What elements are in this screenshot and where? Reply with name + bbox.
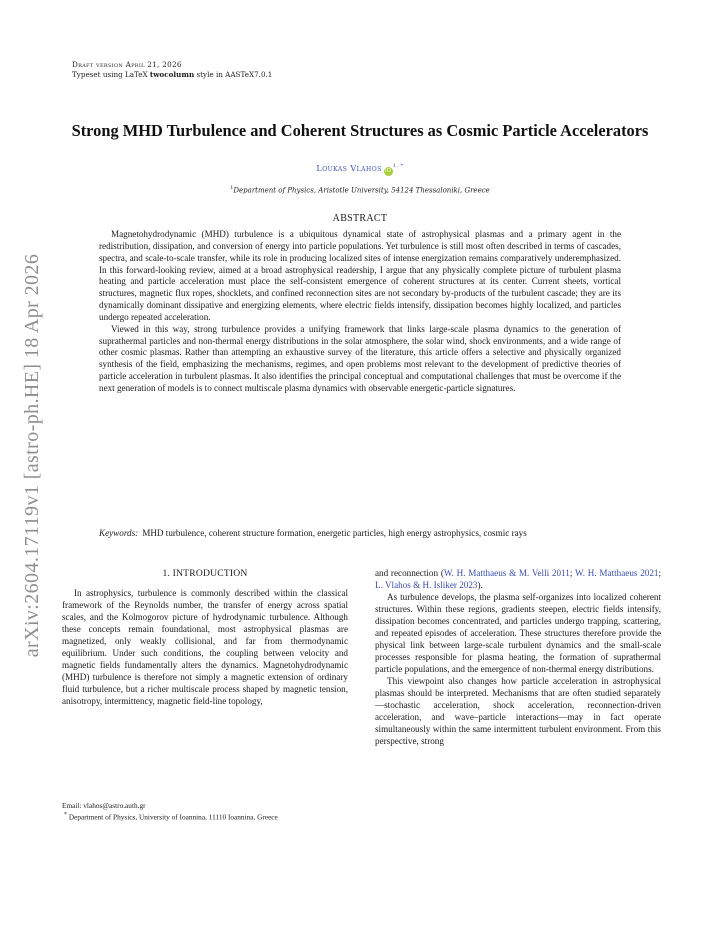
continuation-prefix: and reconnection ( (375, 568, 444, 578)
intro-paragraph-1-continued (375, 567, 661, 591)
keywords-label: Keywords: (99, 528, 139, 538)
intro-paragraph-3: This viewpoint also changes how particle acceleration in astrophysical plasmas should be interpreted. Mechanisms that are often studied separately—stochastic acceleration, shock acceleration, reconnection-driven acceleration, and wave–particle interactions—may in fact operate simultaneously within the same intermittent turbulent environment. From this perspective, strong (375, 676, 661, 746)
affiliation-mark: 1 (230, 185, 234, 191)
abstract-heading: ABSTRACT (332, 213, 388, 224)
affiliation (0, 185, 720, 194)
citation-matthaeus-velli-2011[interactable]: W. H. Matthaeus & M. Velli 2011 (443, 568, 570, 578)
footnote-star-text: Department of Physics, University of Ioannina, 11110 Ioannina, Greece (68, 812, 278, 822)
intro-paragraph-1: In astrophysics, turbulence is commonly described within the classical framework of the Reynolds number, the transfer of energy across spatial scales, and the Kolmogorov picture of hydrodynamic turbulence. Although these concepts remain foundational, most astrophysical plasmas are magnetized, only weakly collisional, and far from thermodynamic equilibrium. Under such conditions, the coupling between velocity and magnetic fields fundamentally alters the dynamics. Magnetohydrodynamic (MHD) turbulence is therefore not simply a magnetic extension of ordinary fluid turbulence, but a richer multiscale process shaped by magnetic tension, anisotropy, intermittency, magnetic field-line topology, (62, 588, 348, 706)
intro-paragraph-2: As turbulence develops, the plasma self-organizes into localized coherent structures. Within these regions, gradients steepen, electric fields intensify, dissipation becomes concentrated, and particles undergo trapping, scattering, and repeated episodes of acceleration. These structures therefore provide the physical link between large-scale turbulent dynamics and the small-scale processes responsible for plasma heating, the formation of suprathermal particle populations, and the emergence of non-thermal energy distributions. (375, 592, 661, 674)
citation-vlahos-isliker-2023[interactable]: L. Vlahos & H. Isliker 2023 (375, 580, 478, 590)
footnote-email[interactable]: Email: vlahos@astro.auth.gr (62, 801, 146, 810)
abstract-paragraph-1: Magnetohydrodynamic (MHD) turbulence is a ubiquitous dynamical state of astrophysical plasmas and a primary agent in the redistribution, dissipation, and conversion of energy into particle populations. Yet turbulence is still most often described in terms of cascades, spectra, and scale-to-scale transfer, while its role in producing localized sites of intense energization remains comparatively underemphasized. In this forward-looking review, aimed at a broad astrophysical readership, I argue that any physically complete picture of turbulent plasma heating and particle acceleration must place the self-consistent emergence of coherent structures at its center. Current sheets, vortical structures, magnetic flux ropes, shocklets, and confined reconnection sites are not secondary by-products of the turbulent cascade; they are its dynamically dominant dissipative and energizing elements, where electric fields intensify, dissipation becomes highly localized, and particles undergo repeated acceleration. (99, 229, 621, 322)
abstract-paragraph-2: Viewed in this way, strong turbulence provides a unifying framework that links large-scale plasma dynamics to the generation of suprathermal particles and non-thermal energy distributions in the solar atmosphere, the solar wind, shock environments, and a wide range of other cosmic plasmas. Rather than attempting an exhaustive survey of the literature, this article offers a selective and physically organized synthesis of the field, emphasizing the mechanisms, regimes, and open problems most relevant to the development of predictive theories of particle acceleration in turbulent plasmas. It also identifies the principal conceptual and computational challenges that must be overcome if the next generation of models is to connect multiscale plasma dynamics with observable energetic-particle signatures. (99, 323, 621, 393)
section-heading-introduction: 1. INTRODUCTION (162, 568, 248, 579)
footnote-star-mark: * (64, 811, 68, 818)
continuation-suffix: ). (477, 580, 483, 590)
citation-matthaeus-2021[interactable]: W. H. Matthaeus 2021 (574, 568, 659, 578)
citation-separator: ; (658, 568, 661, 578)
typeset-suffix: style in AASTeX7.0.1 (196, 70, 273, 79)
typeset-line (72, 70, 272, 80)
footnotes (62, 801, 348, 822)
left-column (62, 568, 348, 707)
keywords (99, 527, 621, 539)
footnote-star (62, 811, 348, 822)
keywords-text: MHD turbulence, coherent structure formation, energetic particles, high energy astrophysics, cosmic rays (142, 528, 527, 538)
header-meta (72, 60, 272, 80)
typeset-prefix: Typeset using LaTeX (72, 70, 148, 79)
typeset-style: twocolumn (149, 70, 195, 79)
orcid-icon[interactable]: iD (385, 168, 392, 174)
citation-separator: ; (569, 568, 575, 578)
paper-title: Strong MHD Turbulence and Coherent Structures as Cosmic Particle Accelerators (71, 121, 649, 140)
draft-version-label: Draft version April 21, 2026 (72, 60, 182, 69)
author-line (0, 163, 720, 176)
arxiv-identifier-stamp[interactable] (18, 230, 48, 680)
author-affiliation-marks: 1, * (392, 163, 404, 169)
author-name[interactable]: Loukas Vlahos (316, 164, 382, 173)
right-column (375, 567, 661, 747)
affiliation-text: Department of Physics, Aristotle University, 54124 Thessaloniki, Greece (233, 186, 490, 195)
abstract-body (99, 229, 621, 395)
arxiv-identifier-text: arXiv:2604.17119v1 [astro-ph.HE] 18 Apr 2026 (21, 253, 44, 657)
